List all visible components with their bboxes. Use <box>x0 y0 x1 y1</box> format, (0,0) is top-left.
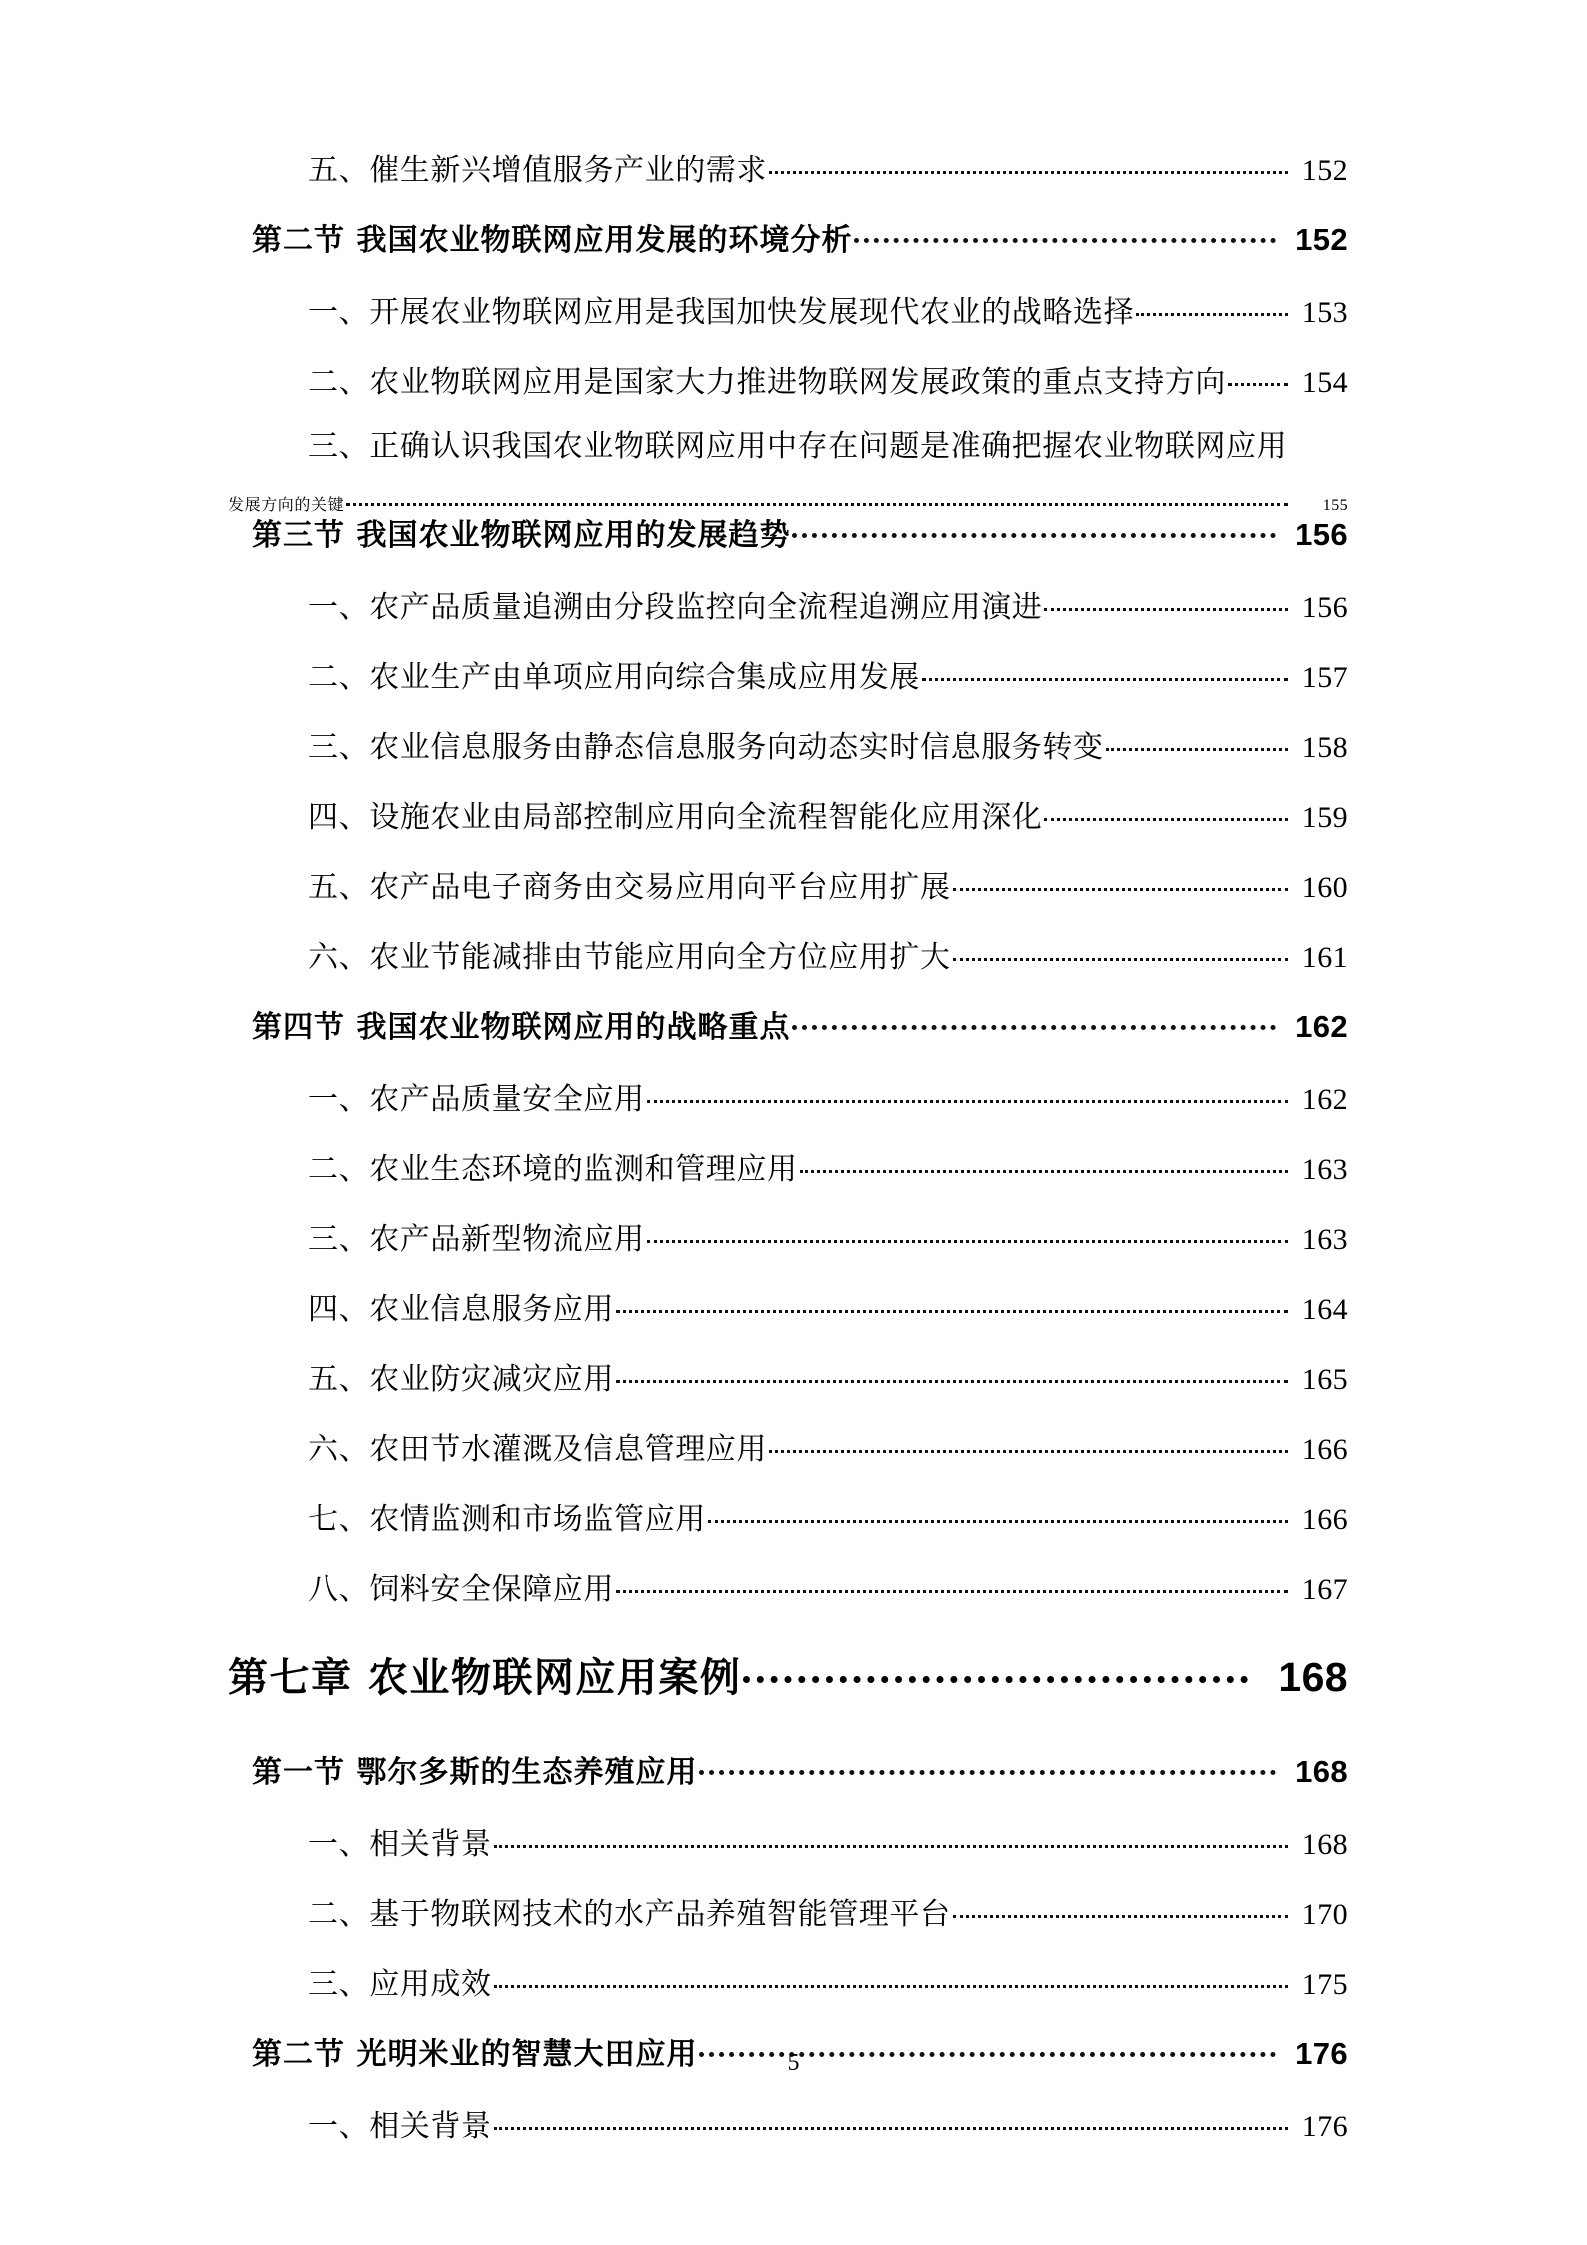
toc-entry-item[interactable] <box>308 292 1348 328</box>
toc-entry-page-number: 153 <box>1301 296 1348 329</box>
toc-entry-item[interactable] <box>308 937 1348 973</box>
toc-entry-page-number: 152 <box>1295 222 1348 257</box>
toc-entry-item[interactable] <box>308 797 1348 833</box>
toc-entry-section[interactable] <box>252 1007 1348 1043</box>
toc-entry-label: 八、饲料安全保障应用 <box>308 1573 614 1606</box>
toc-entry-label: 五、催生新兴增值服务产业的需求 <box>308 154 767 187</box>
dot-leader <box>616 1289 1288 1319</box>
toc-entry-label: 一、相关背景 <box>308 1828 492 1861</box>
toc-entry-item[interactable] <box>308 1499 1348 1535</box>
toc-entry-page-number: 162 <box>1295 1009 1348 1044</box>
toc-entry-item[interactable] <box>308 1289 1348 1325</box>
toc-entry-page-number: 163 <box>1301 1153 1348 1186</box>
toc-entry-page-number: 159 <box>1301 801 1348 834</box>
toc-entry-label: 一、农产品质量追溯由分段监控向全流程追溯应用演进 <box>308 591 1043 624</box>
toc-entry-label: 一、农产品质量安全应用 <box>308 1083 645 1116</box>
toc-entry-page-number: 168 <box>1301 1828 1348 1861</box>
toc-entry-label: 六、农田节水灌溉及信息管理应用 <box>308 1433 767 1466</box>
toc-entry-page-number: 152 <box>1301 154 1348 187</box>
toc-entry-page-number: 166 <box>1301 1503 1348 1536</box>
toc-entry-page-number: 162 <box>1301 1083 1348 1116</box>
toc-entry-label: 三、正确认识我国农业物联网应用中存在问题是准确把握农业物联网应用 <box>308 430 1288 463</box>
toc-entry-page-number: 156 <box>1301 591 1348 624</box>
toc-entry-label: 二、农业物联网应用是国家大力推进物联网发展政策的重点支持方向 <box>308 366 1226 399</box>
toc-entry-section[interactable] <box>252 1752 1348 1788</box>
toc-entry-label: 三、农业信息服务由静态信息服务向动态实时信息服务转变 <box>308 731 1104 764</box>
dot-leader <box>800 1149 1288 1179</box>
dot-leader <box>1136 292 1288 322</box>
dot-leader <box>854 220 1276 250</box>
toc-entry-item[interactable] <box>308 867 1348 903</box>
toc-entry-item[interactable] <box>308 1079 1348 1115</box>
toc-entry-label: 六、农业节能减排由节能应用向全方位应用扩大 <box>308 941 951 974</box>
toc-entry-item[interactable] <box>308 1219 1348 1255</box>
toc-entry-page-number: 167 <box>1301 1573 1348 1606</box>
toc-entry-item[interactable] <box>308 1569 1348 1605</box>
toc-entry-item[interactable] <box>308 1894 1348 1930</box>
toc-entry-page-number: 175 <box>1301 1968 1348 2001</box>
toc-entry-item[interactable] <box>308 1964 1348 2000</box>
toc-entry-item[interactable] <box>308 362 1348 398</box>
toc-entry-label: 五、农产品电子商务由交易应用向平台应用扩展 <box>308 871 951 904</box>
toc-entry-label: 一、开展农业物联网应用是我国加快发展现代农业的战略选择 <box>308 296 1135 329</box>
dot-leader <box>769 1429 1288 1459</box>
dot-leader <box>1044 587 1288 617</box>
dot-leader <box>494 1964 1288 1994</box>
toc-entry-item[interactable] <box>308 727 1348 763</box>
dot-leader <box>1044 797 1288 827</box>
toc-entry-item-cont[interactable] <box>228 492 1348 515</box>
toc-entry-label: 三、农产品新型物流应用 <box>308 1223 645 1256</box>
toc-entry-item[interactable] <box>308 2106 1348 2142</box>
dot-leader <box>647 1079 1288 1109</box>
toc-entry-label: 七、农情监测和市场监管应用 <box>308 1503 706 1536</box>
toc-entry-label: 二、农业生态环境的监测和管理应用 <box>308 1153 798 1186</box>
toc-entry-section[interactable] <box>252 220 1348 256</box>
dot-leader <box>953 1894 1288 1924</box>
dot-leader <box>1106 727 1288 757</box>
toc-entry-section[interactable] <box>252 515 1348 551</box>
toc-entry-page-number: 176 <box>1295 2036 1348 2071</box>
toc-entry-item[interactable] <box>308 1429 1348 1465</box>
toc-entry-page-number: 157 <box>1301 661 1348 694</box>
dot-leader <box>494 1824 1288 1854</box>
toc-entry-label: 五、农业防灾减灾应用 <box>308 1363 614 1396</box>
toc-entry-label: 四、农业信息服务应用 <box>308 1293 614 1326</box>
dot-leader <box>953 937 1288 967</box>
dot-leader <box>616 1569 1288 1599</box>
dot-leader <box>708 1499 1288 1529</box>
dot-leader <box>792 515 1276 545</box>
toc-entry-page-number: 155 <box>1322 497 1348 514</box>
dot-leader <box>953 867 1288 897</box>
toc-entry-label: 四、设施农业由局部控制应用向全流程智能化应用深化 <box>308 801 1043 834</box>
toc-entry-label: 第四节 我国农业物联网应用的战略重点 <box>252 1010 791 1045</box>
toc-entry-page-number: 164 <box>1301 1293 1348 1326</box>
toc-entry-page-number: 166 <box>1301 1433 1348 1466</box>
table-of-contents <box>228 150 1348 2176</box>
toc-entry-label: 第一节 鄂尔多斯的生态养殖应用 <box>252 1755 698 1790</box>
footer-page-number: 5 <box>787 2050 800 2076</box>
dot-leader <box>616 1359 1288 1389</box>
dot-leader <box>699 1752 1276 1782</box>
toc-entry-item[interactable] <box>308 1359 1348 1395</box>
toc-entry-item[interactable] <box>308 1824 1348 1860</box>
toc-entry-label: 第七章 农业物联网应用案例 <box>228 1655 742 1701</box>
toc-entry-page-number: 158 <box>1301 731 1348 764</box>
toc-entry-page-number: 160 <box>1301 871 1348 904</box>
dot-leader <box>647 1219 1288 1249</box>
dot-leader <box>346 494 1288 510</box>
toc-entry-page-number: 154 <box>1301 366 1348 399</box>
toc-entry-page-number: 156 <box>1295 517 1348 552</box>
toc-entry-label: 第三节 我国农业物联网应用的发展趋势 <box>252 518 791 553</box>
toc-entry-item[interactable] <box>308 587 1348 623</box>
toc-entry-page-number: 168 <box>1295 1754 1348 1789</box>
toc-entry-label: 发展方向的关键 <box>228 497 345 514</box>
toc-entry-page-number: 163 <box>1301 1223 1348 1256</box>
toc-entry-label: 第二节 我国农业物联网应用发展的环境分析 <box>252 223 853 258</box>
toc-entry-label: 第二节 光明米业的智慧大田应用 <box>252 2037 698 2072</box>
dot-leader <box>769 150 1288 180</box>
toc-entry-item[interactable] <box>308 150 1348 186</box>
toc-entry-item-wrap[interactable] <box>308 432 1348 462</box>
toc-entry-chapter[interactable] <box>228 1651 1348 1701</box>
toc-entry-label: 二、农业生产由单项应用向综合集成应用发展 <box>308 661 920 694</box>
dot-leader <box>743 1651 1248 1691</box>
toc-entry-label: 二、基于物联网技术的水产品养殖智能管理平台 <box>308 1898 951 1931</box>
toc-entry-page-number: 176 <box>1301 2110 1348 2143</box>
dot-leader <box>922 657 1288 687</box>
toc-entry-page-number: 168 <box>1278 1654 1348 1700</box>
toc-entry-item[interactable] <box>308 657 1348 693</box>
toc-entry-page-number: 161 <box>1301 941 1348 974</box>
dot-leader <box>792 1007 1276 1037</box>
toc-entry-label: 三、应用成效 <box>308 1968 492 2001</box>
toc-entry-label: 一、相关背景 <box>308 2110 492 2143</box>
toc-entry-page-number: 165 <box>1301 1363 1348 1396</box>
toc-entry-item[interactable] <box>308 1149 1348 1185</box>
toc-entry-page-number: 170 <box>1301 1898 1348 1931</box>
dot-leader <box>1228 362 1288 392</box>
dot-leader <box>494 2106 1288 2136</box>
